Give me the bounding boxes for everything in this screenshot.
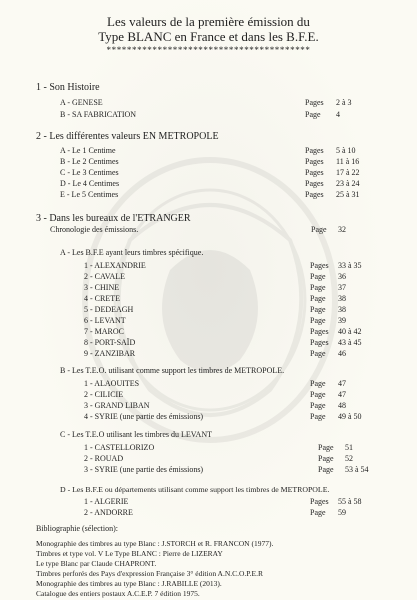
bibliography-line: Monographie des timbres au type Blanc : J.RABILLE (2013). — [36, 579, 222, 588]
page-number: 33 à 35 — [338, 261, 362, 270]
section-3-heading: 3 - Dans les bureaux de l'ETRANGER — [36, 213, 191, 224]
page-number: 48 — [338, 401, 346, 410]
entry-label: 4 - SYRIE (une partie des émissions) — [84, 412, 204, 421]
page-word: Page — [310, 379, 326, 388]
page-number: 47 — [338, 379, 346, 388]
page-number: 17 à 22 — [336, 168, 360, 177]
page-word: Page — [318, 443, 334, 452]
entry-label: 4 - CRETE — [84, 294, 120, 303]
bibliography-heading: Bibliographie (sélection): — [36, 524, 118, 533]
entry-label: 3 - SYRIE (une partie des émissions) — [84, 465, 204, 474]
entry-label: 1 - ALAOUITES — [84, 379, 140, 388]
entry-label: 2 - ANDORRE — [84, 508, 133, 517]
page-number: 51 — [345, 443, 353, 452]
page-number: 38 — [338, 305, 346, 314]
bibliography-line: Monographie des timbres au type Blanc : J.STORCH et R. FRANCON (1977). — [36, 539, 274, 548]
title-separator: **************************************** — [106, 45, 311, 55]
page-number: 55 à 58 — [338, 497, 362, 506]
page-word: Page — [310, 349, 326, 358]
page-number: 4 — [336, 110, 340, 119]
page-word: Page — [310, 283, 326, 292]
page-number: 36 — [338, 272, 346, 281]
page-word: Page — [305, 110, 321, 119]
entry-label: 1 - CASTELLORIZO — [84, 443, 155, 452]
page-word: Page — [310, 401, 326, 410]
page-number: 37 — [338, 283, 346, 292]
page-number: 43 à 45 — [338, 338, 362, 347]
page-number: 25 à 31 — [336, 190, 360, 199]
section-2-heading: 2 - Les différentes valeurs EN METROPOLE — [36, 131, 219, 142]
section-1-heading: 1 - Son Histoire — [36, 82, 100, 93]
page-number: 32 — [338, 225, 346, 234]
page-number: 53 à 54 — [345, 465, 369, 474]
page-word: Page — [310, 316, 326, 325]
page-word: Page — [310, 508, 326, 517]
page-word: Page — [310, 305, 326, 314]
subsection-c-heading: C - Les T.E.O utilisant les timbres du LEVANT — [60, 430, 212, 439]
page-number: 2 à 3 — [336, 98, 352, 107]
page-word: Pages — [310, 497, 329, 506]
page-word: Pages — [310, 327, 329, 336]
bibliography-line: Timbres perforés des Pays d'expression Française 3° édition A.N.C.O.P.E.R — [36, 569, 263, 578]
entry-label: A - GENESE — [60, 98, 103, 107]
entry-label: 5 - DEDEAGH — [84, 305, 134, 314]
page-word: Pages — [310, 261, 329, 270]
page-number: 46 — [338, 349, 346, 358]
entry-label: 2 - CAVALE — [84, 272, 126, 281]
page-word: Page — [318, 454, 334, 463]
page-number: 39 — [338, 316, 346, 325]
page-word: Pages — [305, 157, 324, 166]
page-word: Page — [310, 390, 326, 399]
subsection-a-heading: A - Les B.F.E ayant leurs timbres spécifique. — [60, 248, 204, 257]
entry-label: 1 - ALEXANDRIE — [84, 261, 146, 270]
page-word: Page — [318, 465, 334, 474]
entry-label: 2 - ROUAD — [84, 454, 124, 463]
page-word: Pages — [305, 179, 324, 188]
page-word: Pages — [305, 168, 324, 177]
page-number: 59 — [338, 508, 346, 517]
page-word: Page — [311, 225, 327, 234]
page-word: Pages — [305, 98, 324, 107]
bibliography-line: Le type Blanc par Claude CHAPRONT. — [36, 559, 157, 568]
subsection-d-heading: D - Les B.F.E ou départements utilisant comme support les timbres de METROPOLE. — [60, 485, 330, 494]
entry-label: A - Le 1 Centime — [60, 146, 116, 155]
page-number: 38 — [338, 294, 346, 303]
page-number: 5 à 10 — [336, 146, 356, 155]
entry-label: D - Le 4 Centimes — [60, 179, 120, 188]
bibliography-line: Catalogue des entiers postaux A.C.E.P. 7 édition 1975. — [36, 589, 200, 598]
entry-label: 3 - GRAND LIBAN — [84, 401, 150, 410]
page-word: Page — [310, 412, 326, 421]
entry-label: 6 - LEVANT — [84, 316, 126, 325]
page-number: 40 à 42 — [338, 327, 362, 336]
page-number: 49 à 50 — [338, 412, 362, 421]
entry-label: E - Le 5 Centimes — [60, 190, 119, 199]
entry-label: C - Le 3 Centimes — [60, 168, 119, 177]
title-line-1: Les valeurs de la première émission du — [107, 14, 310, 29]
page-number: 47 — [338, 390, 346, 399]
entry-label: 2 - CILICIE — [84, 390, 124, 399]
entry-label: 7 - MAROC — [84, 327, 125, 336]
bibliography-line: Timbres et type vol. V Le Type BLANC : Pierre de LIZERAY — [36, 549, 223, 558]
page-number: 52 — [345, 454, 353, 463]
page-word: Pages — [305, 190, 324, 199]
page-word: Page — [310, 272, 326, 281]
entry-label: 8 - PORT-SAÏD — [84, 338, 136, 347]
page-word: Pages — [310, 338, 329, 347]
page-word: Page — [310, 294, 326, 303]
page-number: 11 à 16 — [336, 157, 360, 166]
title-line-2: Type BLANC en France et dans les B.F.E. — [98, 29, 319, 44]
entry-label: 3 - CHINE — [84, 283, 120, 292]
subsection-b-heading: B - Les T.E.O. utilisant comme support les timbres de METROPOLE. — [60, 366, 285, 375]
entry-label: B - Le 2 Centimes — [60, 157, 119, 166]
entry-label: 1 - ALGERIE — [84, 497, 129, 506]
entry-label: 9 - ZANZIBAR — [84, 349, 136, 358]
entry-label: B - SA FABRICATION — [60, 110, 137, 119]
page-word: Pages — [305, 146, 324, 155]
entry-label: Chronologie des émissions. — [50, 225, 139, 234]
page-number: 23 à 24 — [336, 179, 360, 188]
